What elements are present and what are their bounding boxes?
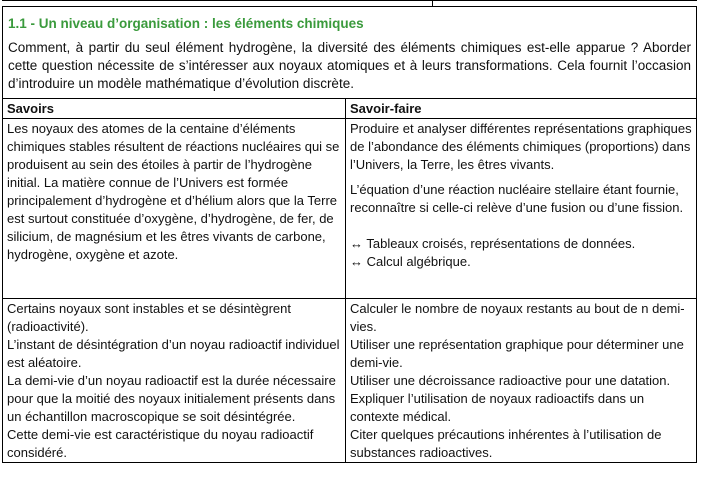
row2-savoirs-item: L’instant de désintégration d’un noyau radioactif individuel est aléatoire. — [7, 337, 340, 370]
row2-savoirs-item: Cette demi-vie est caractéristique du noyau radioactif considéré. — [7, 427, 314, 460]
row1-savoir-faire-cell — [346, 119, 697, 299]
row2-savoir-faire-item: Calculer le nombre de noyaux restants au bout de n demi-vies. — [350, 301, 685, 334]
table-row — [3, 119, 697, 299]
row1-savoirs-cell — [3, 119, 346, 299]
row2-savoir-faire-item: Expliquer l’utilisation de noyaux radioactifs dans un contexte médical. — [350, 391, 645, 424]
row2-savoirs-cell — [3, 299, 346, 463]
header-savoir-faire: Savoir-faire — [346, 99, 697, 119]
row1-savoirs-text: Les noyaux des atomes de la centaine d’éléments chimiques stables résultent de réactions nucléaires qui se produisent au sein des étoiles à partir de l’hydrogène initial. La matière connue de l’Univers est formée principalement d’hydrogène et d’hélium alors que la Terre est surtout constituée d’oxygène, d’hydrogène, de fer, de silicium, de magnésium et les êtres vivants de carbone, hydrogène, oxygène et azote. — [7, 121, 340, 262]
top-border-line — [2, 0, 697, 1]
section-intro: Comment, à partir du seul élément hydrogène, la diversité des éléments chimiques est-elle apparue ? Aborder cette question nécessite de s’intéresser aux noyaux atomiques et à leurs transformations. Cela fournit l’occasion d’introduire un modèle mathématique d’évolution discrète. — [8, 40, 691, 91]
section-row — [3, 7, 697, 99]
row2-savoirs-item: La demi-vie d’un noyau radioactif est la durée nécessaire pour que la moitié des noyaux initialement présents dans un échantillon macroscopique se soit désintégrée. — [7, 373, 336, 424]
section-title: 1.1 - Un niveau d’organisation : les éléments chimiques — [8, 16, 364, 31]
row2-savoir-faire-cell — [346, 299, 697, 463]
table-row — [3, 299, 697, 463]
row1-savoir-faire-item: L’équation d’une réaction nucléaire stellaire étant fournie, reconnaître si celle-ci relève d’une fusion ou d’une fission. — [350, 182, 684, 215]
row1-link-item: ↔ Tableaux croisés, représentations de données. — [350, 236, 636, 251]
row2-savoir-faire-item: Utiliser une décroissance radioactive pour une datation. — [350, 373, 671, 388]
header-savoirs: Savoirs — [3, 99, 346, 119]
header-row — [3, 99, 697, 119]
row2-savoir-faire-item: Utiliser une représentation graphique pour déterminer une demi-vie. — [350, 337, 684, 370]
row2-savoirs-item: Certains noyaux sont instables et se désintègrent (radioactivité). — [7, 301, 292, 334]
row1-savoir-faire-item: Produire et analyser différentes représentations graphiques de l’abondance des éléments chimiques (proportions) dans l’Univers, la Terre, les êtres vivants. — [350, 121, 692, 172]
curriculum-document — [2, 6, 697, 478]
section-cell — [3, 7, 697, 99]
row2-savoir-faire-item: Citer quelques précautions inhérentes à l’utilisation de substances radioactives. — [350, 427, 662, 460]
row1-link-item: ↔ Calcul algébrique. — [350, 254, 471, 269]
curriculum-table — [2, 6, 697, 463]
